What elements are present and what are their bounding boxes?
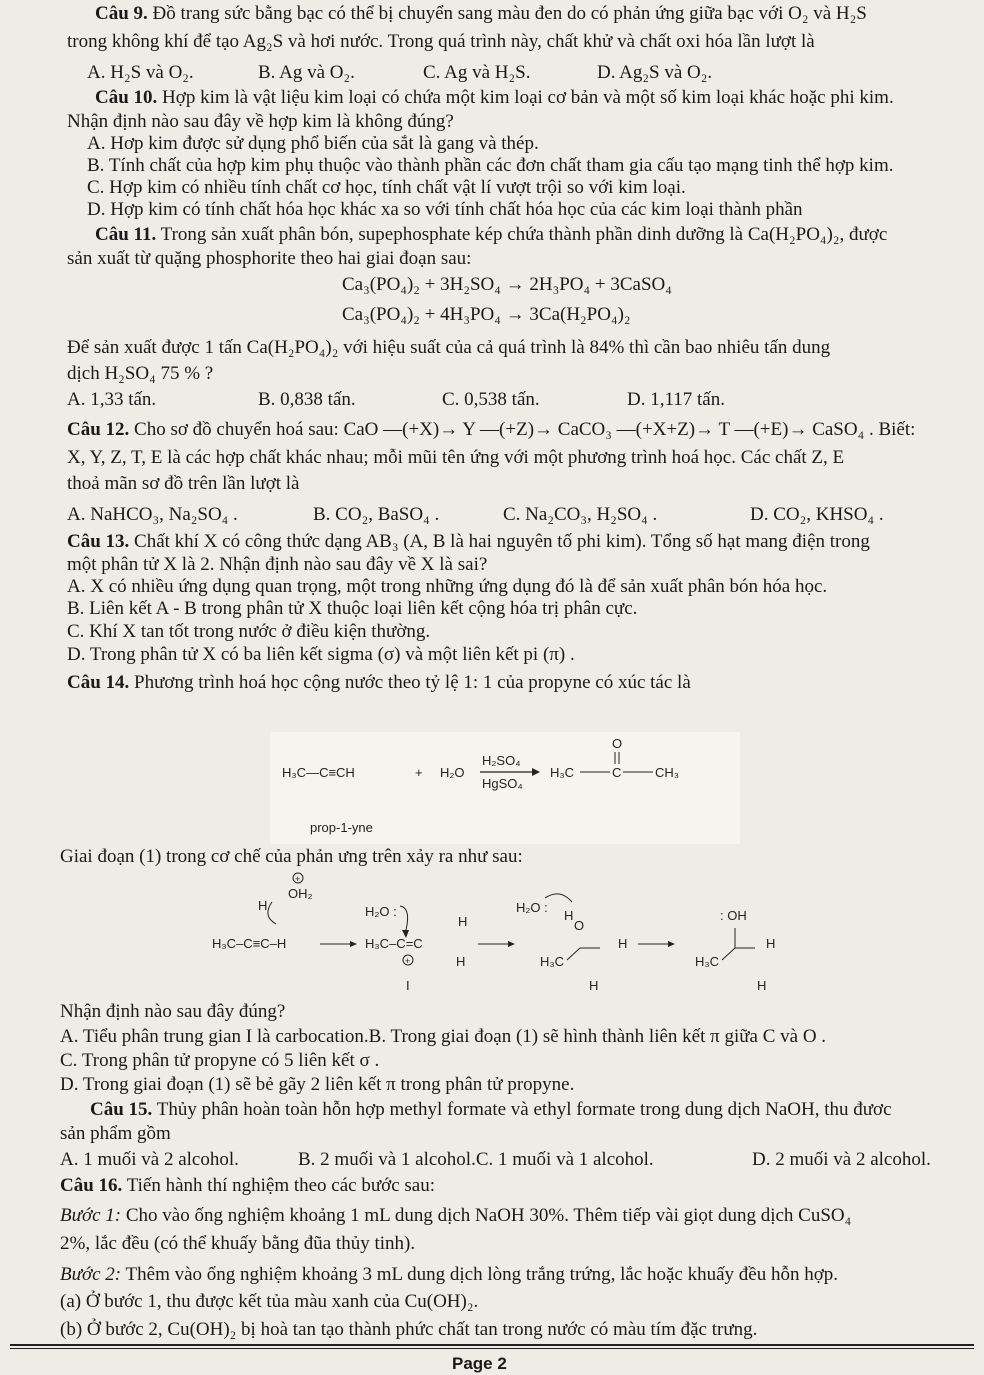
svg-text:+: +: [295, 874, 301, 884]
q10-option-c: C. Hợp kim có nhiều tính chất cơ học, tính chất vật lí vượt trội so với kim loại.: [87, 177, 686, 198]
q13-option-b: B. Liên kết A - B trong phân tử X thuộc loại liên kết cộng hóa trị phân cực.: [67, 598, 638, 619]
q11-line4: dịch H₂SO₄ 75 % ?: [67, 363, 214, 384]
svg-text:H: H: [618, 936, 628, 951]
q11-line1: Câu 11. Trong sản xuất phân bón, supephosphate kép chứa thành phần dinh dưỡng là Ca(H₂PO₄)₂, được: [95, 224, 888, 245]
q16-line1: Câu 16. Tiến hành thí nghiệm theo các bước sau:: [60, 1175, 435, 1196]
plus-sign: +: [415, 765, 423, 780]
mech-water-1: H₂O :: [365, 904, 397, 919]
q12-line1: Câu 12. Cho sơ đồ chuyển hoá sau: CaO —(+X)→ Y —(+Z)→ CaCO₃ —(+X+Z)→ T —(+E)→ CaSO₄ . Biết:: [67, 419, 916, 440]
mechanism-figure: [200, 868, 820, 998]
q11-equation-1: Ca₃(PO₄)₂ + 3H₂SO₄ → 2H₃PO₄ + 3CaSO₄: [342, 274, 672, 295]
mech-oxonium-h: H: [564, 908, 574, 923]
q14-option-a-b: A. Tiểu phân trung gian I là carbocation.B. Trong giai đoạn (1) sẽ hình thành liên kết π giữa C và O .: [60, 1026, 827, 1047]
q9-line1: Câu 9. Đồ trang sức bằng bạc có thể bị chuyển sang màu đen do có phản ứng giữa bạc với O₂ và H₂S: [95, 3, 867, 24]
q15-line2: sản phẩm gồm: [60, 1123, 171, 1144]
q10-option-b: B. Tính chất của hợp kim phụ thuộc vào thành phần các đơn chất tham gia cấu tạo mạng tinh thể hợp kim.: [87, 155, 894, 176]
propyne-name: prop-1-yne: [310, 820, 373, 835]
q10-option-d: D. Hợp kim có tính chất hóa học khác xa so với tính chất hóa học của các kim loại thành phần: [87, 199, 803, 220]
q11-option-d: D. 1,117 tấn.: [627, 389, 725, 410]
q16-statement-b: (b) Ở bước 2, Cu(OH)₂ bị hoà tan tạo thành phức chất tan trong nước có màu tím đặc trưng.: [60, 1319, 758, 1340]
mech-propyne: H₃C–C≡C–H: [212, 936, 287, 951]
mech-enol-left: H₃C: [540, 954, 565, 969]
reactant-propyne: H₃C—C≡CH: [282, 765, 355, 780]
q15-option-b-c: B. 2 muối và 1 alcohol.C. 1 muối và 1 alcohol.: [298, 1149, 654, 1170]
q12-option-c: C. Na₂CO₃, H₂SO₄ .: [503, 504, 658, 525]
q16-step1b: 2%, lắc đều (có thể khuấy bằng đũa thủy tinh).: [60, 1233, 416, 1254]
svg-text:H: H: [589, 978, 599, 993]
q15-option-a: A. 1 muối và 2 alcohol.: [60, 1149, 239, 1170]
q12-option-a: A. NaHCO₃, Na₂SO₄ .: [67, 504, 238, 525]
q13-option-c: C. Khí X tan tốt trong nước ở điều kiện thường.: [67, 621, 431, 642]
q10-line1: Câu 10. Hợp kim là vật liệu kim loại có chứa một kim loại cơ bản và một số kim loại khác hoặc phi kim.: [95, 87, 894, 108]
mech-enol-final-left: H₃C: [695, 954, 720, 969]
carbonyl-carbon: C: [612, 765, 622, 780]
product-right-group: CH₃: [655, 765, 680, 780]
q9-line2: trong không khí để tạo Ag₂S và hơi nước. Trong quá trình này, chất khử và chất oxi hóa lần lượt là: [67, 31, 815, 52]
q9-option-c: C. Ag và H₂S.: [423, 62, 531, 83]
q14-option-d: D. Trong giai đoạn (1) sẽ bẻ gãy 2 liên kết π trong phân tử propyne.: [60, 1074, 575, 1095]
q13-option-a: A. X có nhiều ứng dụng quan trọng, một trong những ứng dụng đó là để sản xuất phân bón hóa học.: [67, 576, 828, 597]
svg-text:+: +: [405, 956, 411, 966]
mech-oh2: OH₂: [288, 886, 313, 901]
q11-equation-2: Ca₃(PO₄)₂ + 4H₃PO₄ → 3Ca(H₂PO₄)₂: [342, 304, 631, 325]
q13-option-d: D. Trong phân tử X có ba liên kết sigma (σ) và một liên kết pi (π) .: [67, 644, 575, 665]
catalyst-h2so4: H₂SO₄: [482, 753, 521, 768]
q16-step1: Bước 1: Cho vào ống nghiệm khoảng 1 mL dung dịch NaOH 30%. Thêm tiếp vài giọt dung dịch CuSO₄: [60, 1205, 852, 1226]
q11-option-b: B. 0,838 tấn.: [258, 389, 356, 410]
q11-line3: Để sản xuất được 1 tấn Ca(H₂PO₄)₂ với hiệu suất của cả quá trình là 84% thì cần bao nhiêu tấn dung: [67, 337, 831, 358]
q9-option-b: B. Ag và O₂.: [258, 62, 355, 83]
q12-line3: thoả mãn sơ đồ trên lần lượt là: [67, 473, 300, 494]
water-label: H₂O: [440, 765, 465, 780]
q16-statement-a: (a) Ở bước 1, thu được kết tủa màu xanh của Cu(OH)₂.: [60, 1291, 479, 1312]
q14-option-c: C. Trong phân tử propyne có 5 liên kết σ .: [60, 1050, 380, 1071]
footer-rule-1: [10, 1344, 974, 1346]
q12-option-b: B. CO₂, BaSO₄ .: [313, 504, 440, 525]
q14-line1: Câu 14. Phương trình hoá học cộng nước theo tỷ lệ 1: 1 của propyne có xúc tác là: [67, 672, 691, 693]
q12-option-d: D. CO₂, KHSO₄ .: [750, 504, 884, 525]
propyne-hydration-figure: [270, 732, 740, 844]
svg-text:H: H: [757, 978, 767, 993]
q14-line3: Nhận định nào sau đây đúng?: [60, 1001, 286, 1022]
catalyst-hgso4: HgSO₄: [482, 776, 523, 791]
mech-proton-h: H: [258, 898, 268, 913]
mech-enol-oh: : OH: [720, 908, 747, 923]
intermediate-label-i: I: [406, 978, 410, 993]
mech-vinyl-h-top: H: [458, 914, 468, 929]
q11-line2: sản xuất từ quặng phosphorite theo hai giai đoạn sau:: [67, 248, 472, 269]
mech-vinyl-cation: H₃C–C=C: [365, 936, 423, 951]
mech-water-2: H₂O :: [516, 900, 548, 915]
q16-step2: Bước 2: Thêm vào ống nghiệm khoảng 3 mL dung dịch lòng trắng trứng, lắc hoặc khuấy đều hỗn hợp.: [60, 1264, 839, 1285]
q10-option-a: A. Hơp kim được sử dụng phổ biến của sắt là gang và thép.: [87, 133, 539, 154]
q15-line1: Câu 15. Thủy phân hoàn toàn hỗn hợp methyl formate và ethyl formate trong dung dịch NaOH, thu đươc: [90, 1099, 892, 1120]
mech-vinyl-h-bottom: H: [456, 954, 466, 969]
q11-option-c: C. 0,538 tấn.: [442, 389, 540, 410]
q14-line2: Giai đoạn (1) trong cơ chế của phản ưng trên xảy ra như sau:: [60, 846, 523, 867]
footer-rule-2: [10, 1348, 974, 1349]
q11-option-a: A. 1,33 tấn.: [67, 389, 157, 410]
q13-line2: một phân tử X là 2. Nhận định nào sau đây về X là sai?: [67, 554, 488, 575]
mech-oxonium-o: O: [574, 918, 585, 933]
q10-line2: Nhận định nào sau đây về hợp kim là không đúng?: [67, 111, 454, 132]
q9-option-a: A. H₂S và O₂.: [87, 62, 194, 83]
mech-enol-final-h: H: [766, 936, 776, 951]
q15-option-d: D. 2 muối và 2 alcohol.: [752, 1149, 931, 1170]
q9-option-d: D. Ag₂S và O₂.: [597, 62, 713, 83]
carbonyl-oxygen: O: [612, 736, 623, 751]
product-left-group: H₃C: [550, 765, 575, 780]
page-number: Page 2: [452, 1354, 507, 1373]
q13-line1: Câu 13. Chất khí X có công thức dạng AB₃ (A, B là hai nguyên tố phi kim). Tổng số hạt mang điện trong: [67, 531, 870, 552]
q12-line2: X, Y, Z, T, E là các hợp chất khác nhau; mỗi mũi tên ứng với một phương trình hoá học. Các chất Z, E: [67, 447, 845, 468]
q9-title: Câu 9.: [95, 3, 148, 24]
